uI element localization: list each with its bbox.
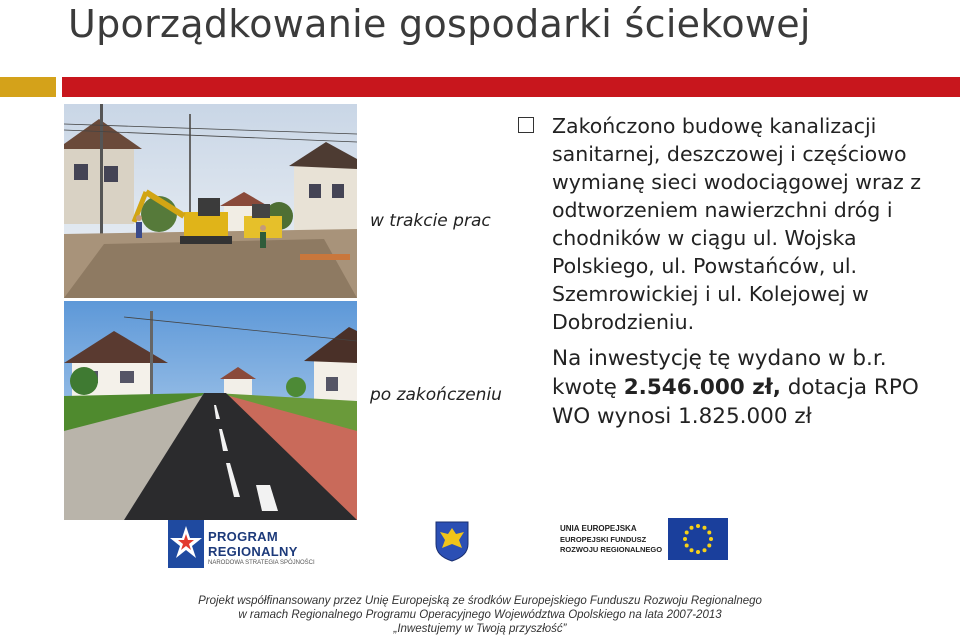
program-line-3: NARODOWA STRATEGIA SPÓJNOŚCI bbox=[208, 560, 315, 566]
accent-bar-red bbox=[62, 77, 960, 97]
photo-caption-after: po zakończeniu bbox=[370, 385, 502, 405]
photo-finished-road bbox=[64, 301, 357, 520]
program-line-2: REGIONALNY bbox=[208, 544, 298, 559]
description-text bbox=[552, 112, 952, 431]
footer-line-2: w ramach Regionalnego Programu Operacyjnego Województwa Opolskiego na lata 2007-2013 bbox=[238, 609, 722, 621]
hollow-square-bullet-icon bbox=[518, 117, 534, 133]
program-line-1: PROGRAM bbox=[208, 529, 278, 544]
description-paragraph-2 bbox=[552, 344, 952, 431]
eu-line-1: UNIA EUROPEJSKA bbox=[560, 524, 637, 533]
eu-flag-icon bbox=[668, 518, 728, 560]
photo-caption-during: w trakcie prac bbox=[370, 211, 491, 231]
photo-construction bbox=[64, 104, 357, 298]
description-paragraph-1: Zakończono budowę kanalizacji sanitarnej, deszczowej i częściowo wymianę sieci wodociągowej wraz z odtworzeniem nawierzchni dróg i chodników w ciągu ul. Wojska Polskiego, ul. Powstańców, ul. Szemrowickiej i ul. Kolejowej w Dobrodzieniu. bbox=[552, 114, 922, 334]
slide-title: Uporządkowanie gospodarki ściekowej bbox=[68, 2, 811, 46]
program-regionalny-logo bbox=[168, 520, 328, 570]
accent-bar-gold bbox=[0, 77, 56, 97]
opole-eagle-crest-icon bbox=[434, 520, 470, 562]
footer-line-1: Projekt współfinansowany przez Unię Europejską ze środków Europejskiego Funduszu Rozwoju Regionalnego bbox=[198, 595, 762, 607]
cost-amount: 2.546.000 zł, bbox=[623, 375, 781, 400]
eu-line-2: EUROPEJSKI FUNDUSZ bbox=[560, 535, 647, 544]
footer-line-3: „Inwestujemy w Twoją przyszłość” bbox=[393, 623, 567, 635]
program-regionalny-star-icon bbox=[168, 520, 204, 568]
eu-line-3: ROZWOJU REGIONALNEGO bbox=[560, 545, 663, 554]
subsidy-text: dotacja RPO WO wynosi 1.825.000 zł bbox=[552, 375, 919, 429]
cost-text: Na inwestycję tę wydano w b.r. kwotę bbox=[552, 346, 887, 400]
